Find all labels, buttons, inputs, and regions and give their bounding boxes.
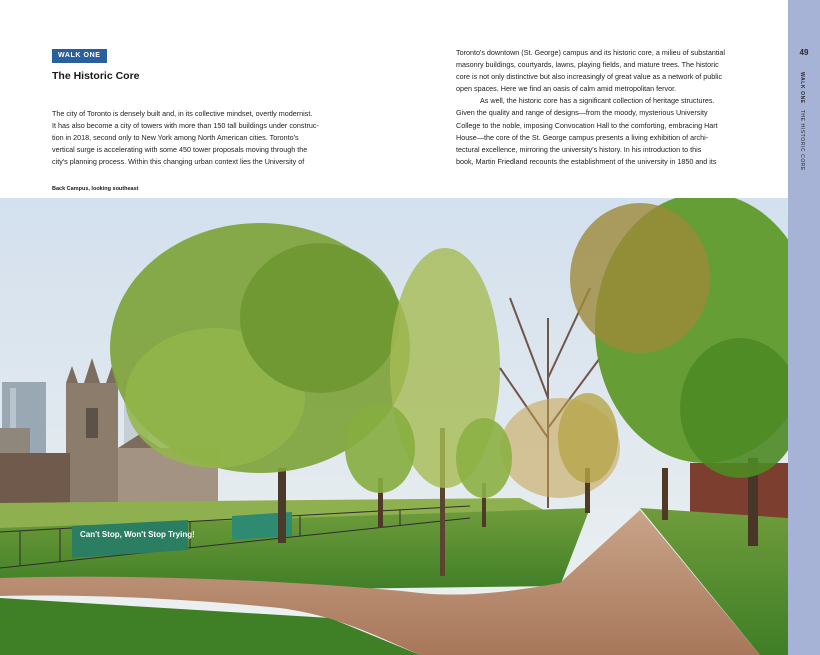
body-line: Toronto's downtown (St. George) campus and its historic core, a milieu of substantial	[456, 48, 726, 57]
body-column-left	[52, 108, 372, 168]
running-head-bold: WALK ONE	[799, 72, 805, 104]
body-line: As well, the historic core has a significant collection of heritage structures.	[480, 96, 715, 106]
section-label: WALK ONE	[52, 49, 107, 63]
body-line: core is not only distinctive but also increasingly of great value as a network of public	[456, 72, 723, 82]
body-line: book, Martin Friedland recounts the establishment of the university in 1850 and its	[456, 156, 717, 166]
running-head	[799, 72, 805, 171]
campus-photo	[0, 198, 788, 655]
body-column-right	[456, 47, 774, 168]
body-line: It has also become a city of towers with more than 150 tall buildings under construc-	[52, 121, 319, 131]
body-line: tion in 2018, second only to New York among North American cities. Toronto's	[52, 133, 299, 143]
running-head-text: THE HISTORIC CORE	[799, 109, 805, 171]
side-tab	[788, 0, 820, 655]
body-line: Given the quality and range of designs—from the moody, mysterious University	[456, 108, 708, 118]
section-title: The Historic Core	[52, 70, 140, 82]
body-line: The city of Toronto is densely built and, in its collective mindset, overtly modernist.	[52, 109, 313, 118]
church-tower	[66, 358, 118, 503]
campus-photo-illustration	[0, 198, 788, 655]
banner-text: Can't Stop, Won't Stop Trying!	[80, 530, 195, 539]
body-line: city's planning process. Within this changing urban context lies the University of	[52, 157, 305, 167]
body-line: House—the core of the St. George campus presents a living exhibition of archi-	[456, 132, 709, 142]
body-line: vertical surge is accelerating with some 450 tower proposals moving through the	[52, 145, 308, 155]
body-line: open spaces. Here we find an oasis of calm amid metropolitan fervor.	[456, 84, 677, 94]
body-line: masonry buildings, courtyards, lawns, playing fields, and mature trees. The historic	[456, 60, 719, 70]
page-number: 49	[799, 48, 809, 57]
photo-caption: Back Campus, looking southeast	[52, 186, 139, 192]
body-line: College to the noble, imposing Convocation Hall to the comforting, embracing Hart	[456, 120, 718, 130]
body-line: tectural excellence, mirroring the university's history. In his introduction to this	[456, 144, 702, 154]
